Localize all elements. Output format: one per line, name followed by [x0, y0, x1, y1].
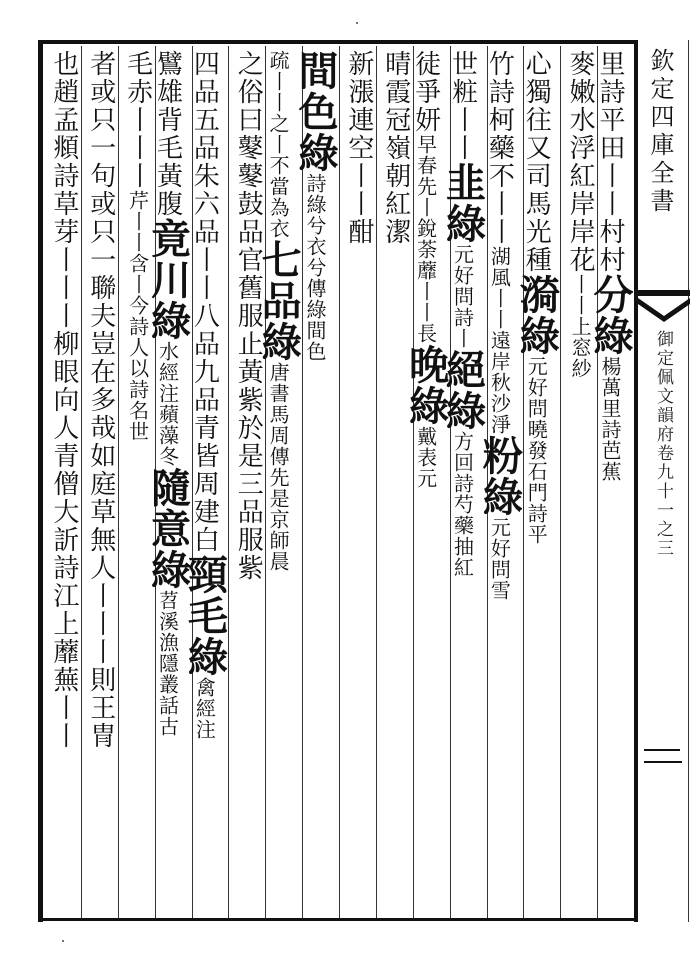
entry-headword: 頸毛綠 [181, 554, 229, 677]
column-text: 竹詩柯藥不丨丨 [484, 50, 515, 246]
column-rule [81, 46, 82, 918]
entry-headword: 絕綠 [439, 349, 487, 431]
text-column [343, 50, 372, 246]
entry-citation: 元好問曉發石門詩平 [524, 356, 549, 545]
entry-citation: 銳荼蘼丨丨長 [413, 218, 438, 344]
column-text: 者或只一句或只一聯夫豈在多哉如庭草無人丨丨丨則王冑 [85, 50, 116, 750]
column-rule [339, 46, 340, 918]
column-text: 鷿雄背毛黃腹 [152, 50, 183, 218]
text-column [181, 50, 229, 740]
entry-citation: 唐書馬周傳先是京師晨 [266, 362, 291, 572]
column-text: 也趙孟頫詩草芽丨丨丨柳眼向人青僧大訢詩江上蘼蕪丨丨 [48, 50, 79, 750]
text-column [402, 50, 450, 489]
column-rule [376, 46, 377, 918]
text-column [513, 50, 561, 545]
entry-headword: 晚綠 [402, 344, 450, 426]
column-text: 毛赤丨丨丨 [122, 50, 153, 190]
text-column [232, 50, 264, 582]
text-column [476, 50, 524, 601]
entry-citation: 芹丨丨含丨 [125, 190, 150, 295]
column-text: 新漲連空丨丨酣 [343, 50, 374, 246]
entry-citation: 楊萬里詩芭蕉 [598, 356, 622, 482]
ink-speck [356, 22, 358, 24]
text-column [380, 50, 409, 246]
column-rule [118, 46, 119, 918]
entry-headword: 隨意綠 [144, 467, 192, 590]
entry-citation: 詩綠兮衣兮傳綠間色 [303, 173, 327, 362]
fish-tail-ornament [638, 290, 690, 324]
text-column [564, 50, 596, 379]
entry-citation: 早春先丨 [413, 134, 438, 218]
entry-headword: 七品綠 [255, 239, 303, 362]
entry-citation: 水經注蘋藻冬 [155, 341, 180, 467]
entry-citation: 方回詩芍藥抽紅 [450, 431, 475, 578]
entry-headword: 漪綠 [513, 274, 561, 356]
text-column [255, 50, 303, 572]
entry-headword: 間色綠 [292, 50, 339, 173]
entry-headword: 竟川綠 [144, 218, 192, 341]
text-column [439, 50, 487, 578]
entry-citation: 禽經注 [192, 677, 217, 740]
entry-headword: 韭綠 [439, 162, 487, 244]
entry-citation: 苕溪漁隱叢話古 [155, 590, 180, 737]
frame-top-border [38, 40, 638, 44]
column-text: 里詩平田丨丨村村 [595, 50, 625, 274]
margin-band-outer-rule [688, 40, 689, 922]
column-text: 麥嫩水浮紅岸岸花 [565, 50, 596, 274]
text-column [122, 50, 151, 442]
column-text: 世粧丨丨 [447, 50, 478, 162]
entry-citation: 今詩人以詩名世 [125, 295, 150, 442]
entry-citation: 丨丨上窓紗 [568, 274, 593, 379]
frame-left-border [38, 40, 43, 922]
text-column [587, 50, 634, 482]
entry-headword: 粉綠 [476, 435, 524, 517]
entry-citation: 疏丨丨之丨不當為衣 [266, 50, 291, 239]
ink-speck [62, 940, 64, 942]
column-text: 之俗曰鼕鼕鼓品官舊服止黃紫於是三品服紫 [233, 50, 264, 582]
entry-citation: 元好問雪 [487, 517, 512, 601]
text-column [85, 50, 114, 750]
page-marker [640, 740, 686, 774]
text-column [144, 50, 192, 737]
margin-subtitle: 御定佩文韻府卷九十一之三 [653, 330, 673, 558]
entry-headword: 分綠 [587, 274, 634, 356]
column-text: 四品五品朱六品丨丨八品九品青皆周建白 [189, 50, 220, 554]
column-text: 晴霞冠嶺朝紅潔 [380, 50, 411, 246]
margin-title: 欽定四庫全書 [646, 48, 674, 216]
column-rule [560, 46, 561, 918]
frame-bottom-border [38, 918, 638, 921]
entry-citation: 元好問詩丨 [450, 244, 475, 349]
column-rule [228, 46, 229, 918]
text-column [48, 50, 77, 750]
text-column [292, 50, 339, 362]
entry-citation: 戴表元 [413, 426, 438, 489]
column-text: 徒爭妍 [410, 50, 441, 134]
column-text: 心獨往又司馬光種 [521, 50, 552, 274]
entry-citation: 湖風丨丨遠岸秋沙淨 [487, 246, 512, 435]
